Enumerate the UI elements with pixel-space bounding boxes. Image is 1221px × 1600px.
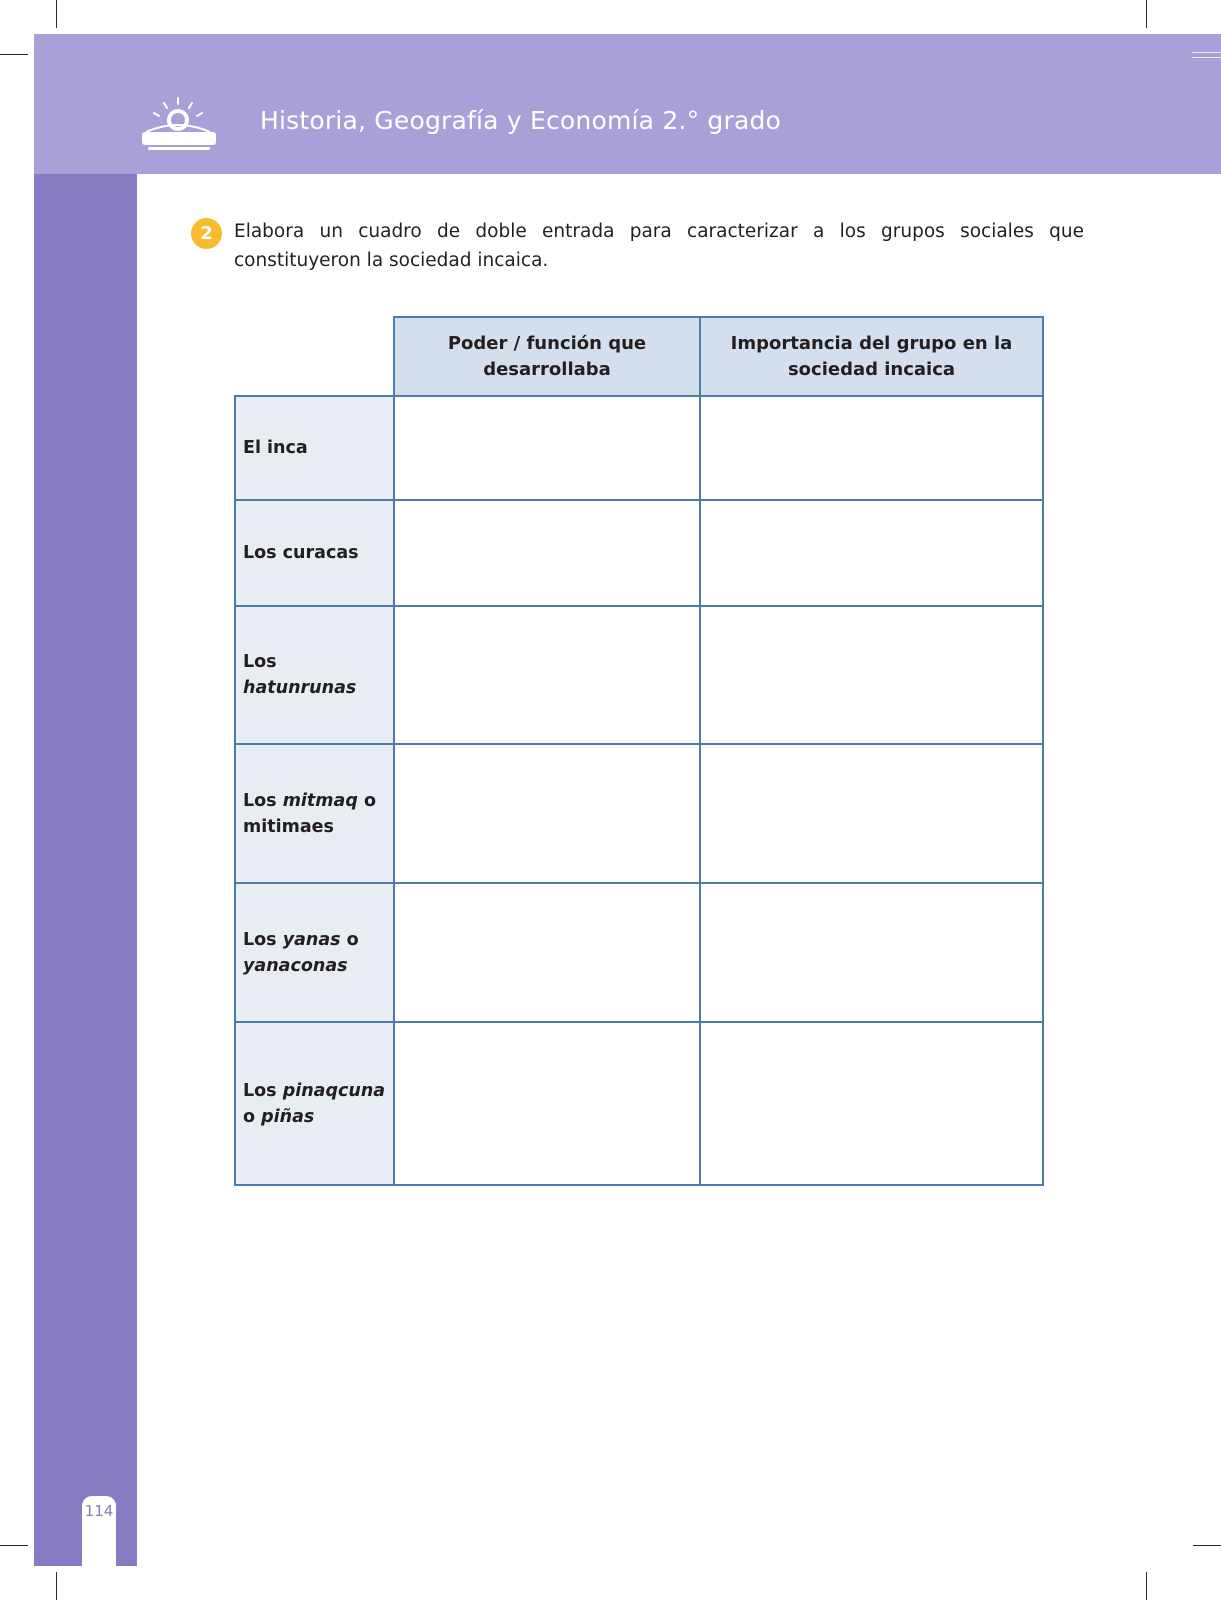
row-header-los-mitmaq [235,744,394,883]
activity-instruction: Elabora un cuadro de doble entrada para caracterizar a los grupos sociales que constituyeron la sociedad incaica. [234,221,1084,271]
row-label-text: Los curacas [243,543,359,563]
answer-cell[interactable] [394,744,700,883]
row-label-italic: piñas [261,1106,315,1127]
column-header-importance: Importancia del grupo en la sociedad incaica [700,317,1043,396]
row-header-los-hatunrunas [235,606,394,744]
table-corner [235,317,394,396]
book-title: Historia, Geografía y Economía 2.° grado [260,106,782,135]
row-label-italic: mitmaq [282,790,358,811]
table-row [235,883,1043,1022]
jornada-escolar-logo [140,96,218,154]
row-label-text: Los [243,652,277,672]
answer-cell[interactable] [700,1022,1043,1185]
sun-logo-icon [140,96,218,154]
row-label-text: o [340,929,359,950]
crop-mark [0,54,28,55]
row-label-italic: hatunrunas [243,678,357,698]
side-band [34,174,137,1566]
answer-cell[interactable] [394,606,700,744]
row-label-text: Los [243,929,283,950]
header-edge-lines [1192,52,1221,58]
answer-cell[interactable] [394,1022,700,1185]
answer-cell[interactable] [394,500,700,606]
crop-mark [1146,0,1147,28]
row-label-text: o mitimaes [243,790,376,837]
table-header-row [235,317,1043,396]
table-row [235,606,1043,744]
table-row [235,500,1043,606]
answer-cell[interactable] [700,744,1043,883]
crop-mark [1146,1572,1147,1600]
answer-cell[interactable] [700,883,1043,1022]
answer-cell[interactable] [700,606,1043,744]
answer-cell[interactable] [394,396,700,500]
crop-mark [56,1572,57,1600]
table-row [235,396,1043,500]
row-label-italic: yanas [282,929,341,950]
crop-mark [0,1545,28,1546]
answer-cell[interactable] [700,396,1043,500]
row-label-italic: yanaconas [243,955,348,976]
crop-mark [1193,1545,1221,1546]
answer-cell[interactable] [700,500,1043,606]
row-label-text: El inca [243,438,308,458]
page-number: 114 [84,1502,114,1520]
row-header-los-pinaqcuna [235,1022,394,1185]
row-label-text: Los [243,1080,283,1101]
answer-cell[interactable] [394,883,700,1022]
row-header-los-curacas [235,500,394,606]
row-label-text: o [243,1106,262,1127]
double-entry-table [234,316,1044,1186]
row-label-italic: pinaqcuna [282,1080,386,1101]
activity-number-badge: 2 [191,218,222,249]
column-header-power-function: Poder / función que desarrollaba [394,317,700,396]
crop-mark [56,0,57,28]
row-label-text: Los [243,790,283,811]
row-header-los-yanas [235,883,394,1022]
row-header-el-inca [235,396,394,500]
table-row [235,744,1043,883]
table-row [235,1022,1043,1185]
